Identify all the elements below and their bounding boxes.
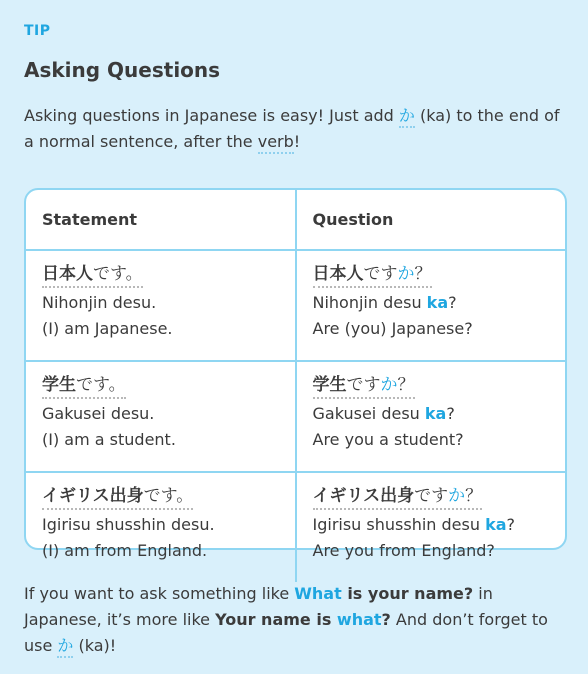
jp-ka: か	[397, 264, 415, 284]
outro-paragraph	[24, 581, 564, 659]
question-romaji	[313, 290, 550, 316]
examples-table	[24, 188, 567, 560]
statement-cell	[26, 472, 296, 582]
question-japanese[interactable]	[313, 485, 483, 510]
statement-cell	[26, 361, 296, 472]
header-question: Question	[296, 190, 566, 250]
statement-romaji: Gakusei desu.	[42, 404, 155, 423]
jp-light: です。	[93, 264, 143, 284]
statement-romaji: Nihonjin desu.	[42, 293, 157, 312]
outro-text-1: If you want to ask something like	[24, 584, 295, 603]
romaji-ka: ka	[426, 293, 449, 312]
question-english: Are (you) Japanese?	[312, 319, 473, 338]
question-romaji	[313, 401, 550, 427]
statement-cell	[26, 250, 296, 361]
statement-japanese[interactable]	[42, 374, 126, 399]
statement-japanese[interactable]	[42, 263, 143, 288]
tip-label: TIP	[24, 23, 51, 39]
question-japanese[interactable]	[313, 374, 415, 399]
intro-text-2: (ka) to the end of a normal sentence, after the	[24, 106, 560, 151]
romaji-text: Gakusei desu	[312, 404, 425, 423]
jp-bold: イギリス出身	[42, 486, 144, 506]
intro-paragraph	[24, 103, 564, 155]
outro-your-name-is: Your name is	[215, 610, 337, 629]
romaji-end: ?	[448, 293, 457, 312]
question-english: Are you a student?	[312, 430, 464, 449]
jp-ka: か	[380, 375, 398, 395]
question-cell	[296, 472, 566, 582]
table-row	[26, 361, 565, 472]
outro-question-mark: ?	[381, 610, 391, 629]
statement-japanese[interactable]	[42, 485, 193, 510]
romaji-end: ?	[506, 515, 516, 534]
statement-english: (I) am a student.	[42, 430, 176, 449]
question-english: Are you from England?	[312, 541, 495, 560]
outro-text-3: in Japanese, it’s more like	[24, 584, 493, 629]
question-japanese[interactable]	[313, 263, 432, 288]
question-romaji	[313, 512, 550, 538]
table-header-row	[26, 190, 565, 250]
what-highlight-2: what	[336, 610, 382, 629]
intro-text-3: !	[293, 132, 301, 151]
outro-text-5: (ka)!	[73, 636, 117, 655]
jp-bold: 日本人	[42, 264, 93, 284]
ka-glossary-link[interactable]: か	[399, 106, 415, 128]
outro-is-your-name: is your name?	[341, 584, 474, 603]
jp-end: ？	[397, 375, 415, 395]
jp-light: です	[346, 375, 381, 395]
tip-title: Asking Questions	[24, 58, 221, 82]
statement-romaji: Igirisu shusshin desu.	[42, 515, 215, 534]
jp-light: です	[363, 264, 398, 284]
jp-end: ？	[414, 264, 432, 284]
jp-ka: か	[448, 486, 466, 506]
jp-light: です。	[76, 375, 126, 395]
jp-bold: 学生	[312, 375, 347, 395]
statement-english: (I) am from England.	[42, 541, 208, 560]
question-cell	[296, 250, 566, 361]
romaji-ka: ka	[485, 515, 507, 534]
statement-english: (I) am Japanese.	[42, 319, 173, 338]
romaji-end: ?	[446, 404, 455, 423]
verb-glossary-link[interactable]: verb	[258, 132, 294, 154]
header-statement: Statement	[26, 190, 296, 250]
romaji-text: Nihonjin desu	[312, 293, 427, 312]
table-row	[26, 250, 565, 361]
what-highlight-1: What	[294, 584, 342, 603]
jp-bold: 学生	[42, 375, 76, 395]
jp-light: です	[414, 486, 449, 506]
intro-text-1: Asking questions in Japanese is easy! Just add	[24, 106, 399, 125]
romaji-text: Igirisu shusshin desu	[312, 515, 486, 534]
outro-text-4: And don’t forget to use	[24, 610, 548, 655]
ka-glossary-link-2[interactable]: か	[57, 636, 73, 658]
romaji-ka: ka	[424, 404, 447, 423]
jp-light: です。	[143, 486, 194, 506]
jp-bold: イギリス出身	[312, 486, 415, 506]
jp-end: ？	[465, 486, 483, 506]
question-cell	[296, 361, 566, 472]
table-row	[26, 472, 565, 582]
jp-bold: 日本人	[312, 264, 364, 284]
